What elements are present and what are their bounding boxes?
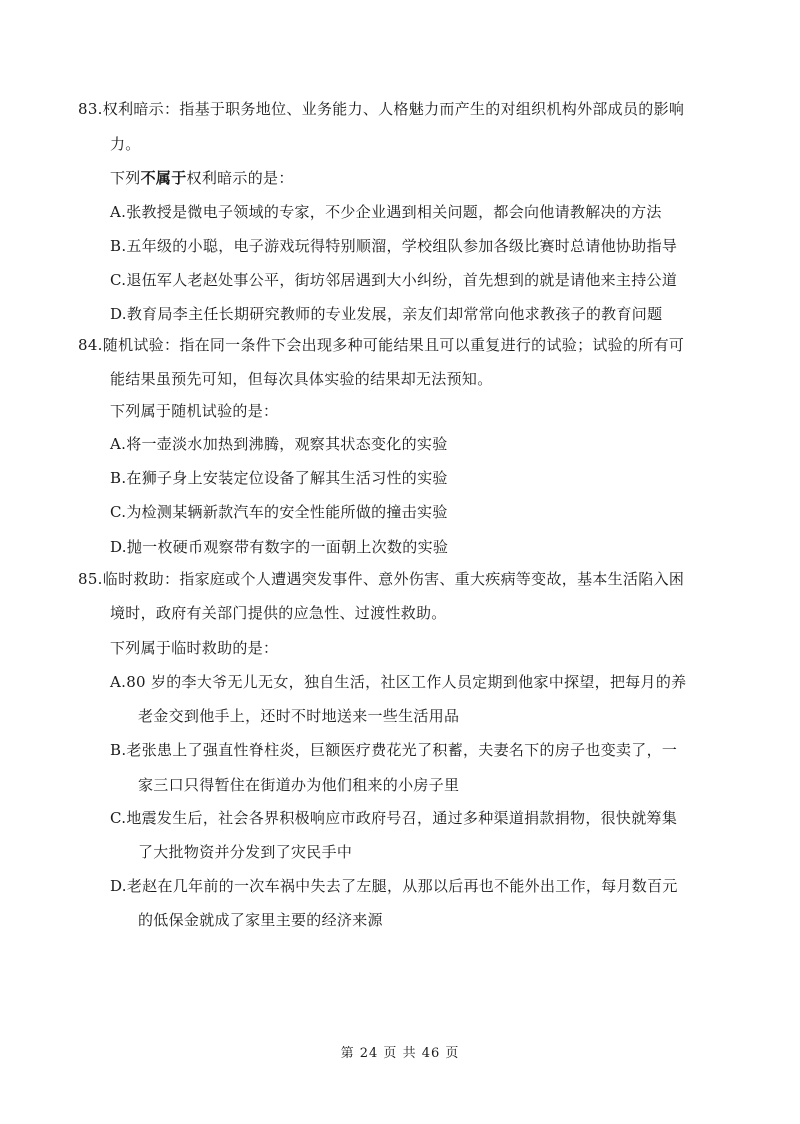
option-text: 张教授是微电子领域的专家，不少企业遇到相关问题，都会向他请教解决的方法 <box>126 203 662 221</box>
question-83-prompt <box>110 167 294 189</box>
question-83-number: 83. <box>78 100 103 118</box>
page-footer: 第 24 页 共 46 页 <box>340 1046 460 1061</box>
option-label: A. <box>110 435 127 453</box>
option-label: B. <box>110 469 127 487</box>
option-text: 老赵在几年前的一次车祸中失去了左腿，从那以后再也不能外出工作，每月数百元 <box>126 877 678 895</box>
question-84-stem-line1 <box>78 334 684 356</box>
option-text: 80 岁的李大爷无儿无女，独自生活，社区工作人员定期到他家中探望，把每月的养 <box>126 673 687 691</box>
option-text: 为检测某辆新款汽车的安全性能所做的撞击实验 <box>126 503 448 521</box>
question-85-option-a-line2: 老金交到他手上，还时不时地送来一些生活用品 <box>138 707 460 725</box>
question-83-stem-line1 <box>78 98 684 120</box>
question-84-prompt: 下列属于随机试验的是： <box>110 402 279 420</box>
question-83-prompt-bold: 不属于 <box>140 169 187 187</box>
option-label: D. <box>110 305 127 323</box>
option-text: 抛一枚硬币观察带有数字的一面朝上次数的实验 <box>126 538 449 556</box>
question-85-option-c-line1 <box>110 807 677 829</box>
question-83-prompt-before: 下列 <box>110 169 141 187</box>
question-83-stem-line2: 力。 <box>110 135 141 153</box>
question-85-option-c-line2: 了大批物资并分发到了灾民手中 <box>138 843 353 861</box>
question-83-option-a <box>110 201 662 223</box>
option-label: D. <box>110 538 127 556</box>
question-85-option-d-line2: 的低保金就成了家里主要的经济来源 <box>138 911 383 929</box>
option-label: C. <box>110 271 127 289</box>
question-83-option-c <box>110 269 677 291</box>
question-84-option-a <box>110 433 448 455</box>
question-84-stem-line2: 能结果虽预先可知，但每次具体实验的结果却无法预知。 <box>110 370 493 388</box>
question-84-option-d <box>110 536 448 558</box>
option-label: B. <box>110 741 127 759</box>
question-85-option-b-line1 <box>110 739 677 761</box>
question-84-stem-text1: 随机试验：指在同一条件下会出现多种可能结果且可以重复进行的试验；试验的所有可 <box>102 336 685 354</box>
question-83-option-b <box>110 235 677 257</box>
question-83-option-d <box>110 303 662 325</box>
question-85-stem-line1 <box>78 568 684 590</box>
question-85-option-b-line2: 家三口只得暂住在街道办为他们租来的小房子里 <box>138 776 460 794</box>
option-text: 教育局李主任长期研究教师的专业发展，亲友们却常常向他求教孩子的教育问题 <box>126 305 663 323</box>
option-text: 老张患上了强直性脊柱炎，巨额医疗费花光了积蓄，夫妻名下的房子也变卖了，一 <box>126 741 678 759</box>
question-85-stem-text1: 临时救助：指家庭或个人遭遇突发事件、意外伤害、重大疾病等变故，基本生活陷入困 <box>102 570 685 588</box>
option-text: 五年级的小聪，电子游戏玩得特别顺溜，学校组队参加各级比赛时总请他协助指导 <box>126 237 678 255</box>
option-label: A. <box>110 673 127 691</box>
option-label: D. <box>110 877 127 895</box>
question-83-prompt-after: 权利暗示的是： <box>186 169 294 187</box>
option-text: 退伍军人老赵处事公平，街坊邻居遇到大小纠纷，首先想到的就是请他来主持公道 <box>126 271 678 289</box>
option-text: 地震发生后，社会各界积极响应市政府号召，通过多种渠道捐款捐物，很快就筹集 <box>126 809 678 827</box>
option-label: A. <box>110 203 127 221</box>
question-85-option-a-line1 <box>110 671 686 693</box>
option-label: C. <box>110 503 127 521</box>
question-83-stem-text1: 权利暗示：指基于职务地位、业务能力、人格魅力而产生的对组织机构外部成员的影响 <box>102 100 685 118</box>
question-85-prompt: 下列属于临时救助的是： <box>110 639 279 657</box>
question-84-option-c <box>110 501 448 523</box>
option-text: 将一壶淡水加热到沸腾，观察其状态变化的实验 <box>126 435 448 453</box>
question-85-option-d-line1 <box>110 875 678 897</box>
question-84-number: 84. <box>78 336 103 354</box>
question-84-option-b <box>110 467 448 489</box>
option-label: B. <box>110 237 127 255</box>
question-85-stem-line2: 境时，政府有关部门提供的应急性、过渡性救助。 <box>110 604 447 622</box>
option-label: C. <box>110 809 127 827</box>
option-text: 在狮子身上安装定位设备了解其生活习性的实验 <box>126 469 448 487</box>
question-85-number: 85. <box>78 570 103 588</box>
